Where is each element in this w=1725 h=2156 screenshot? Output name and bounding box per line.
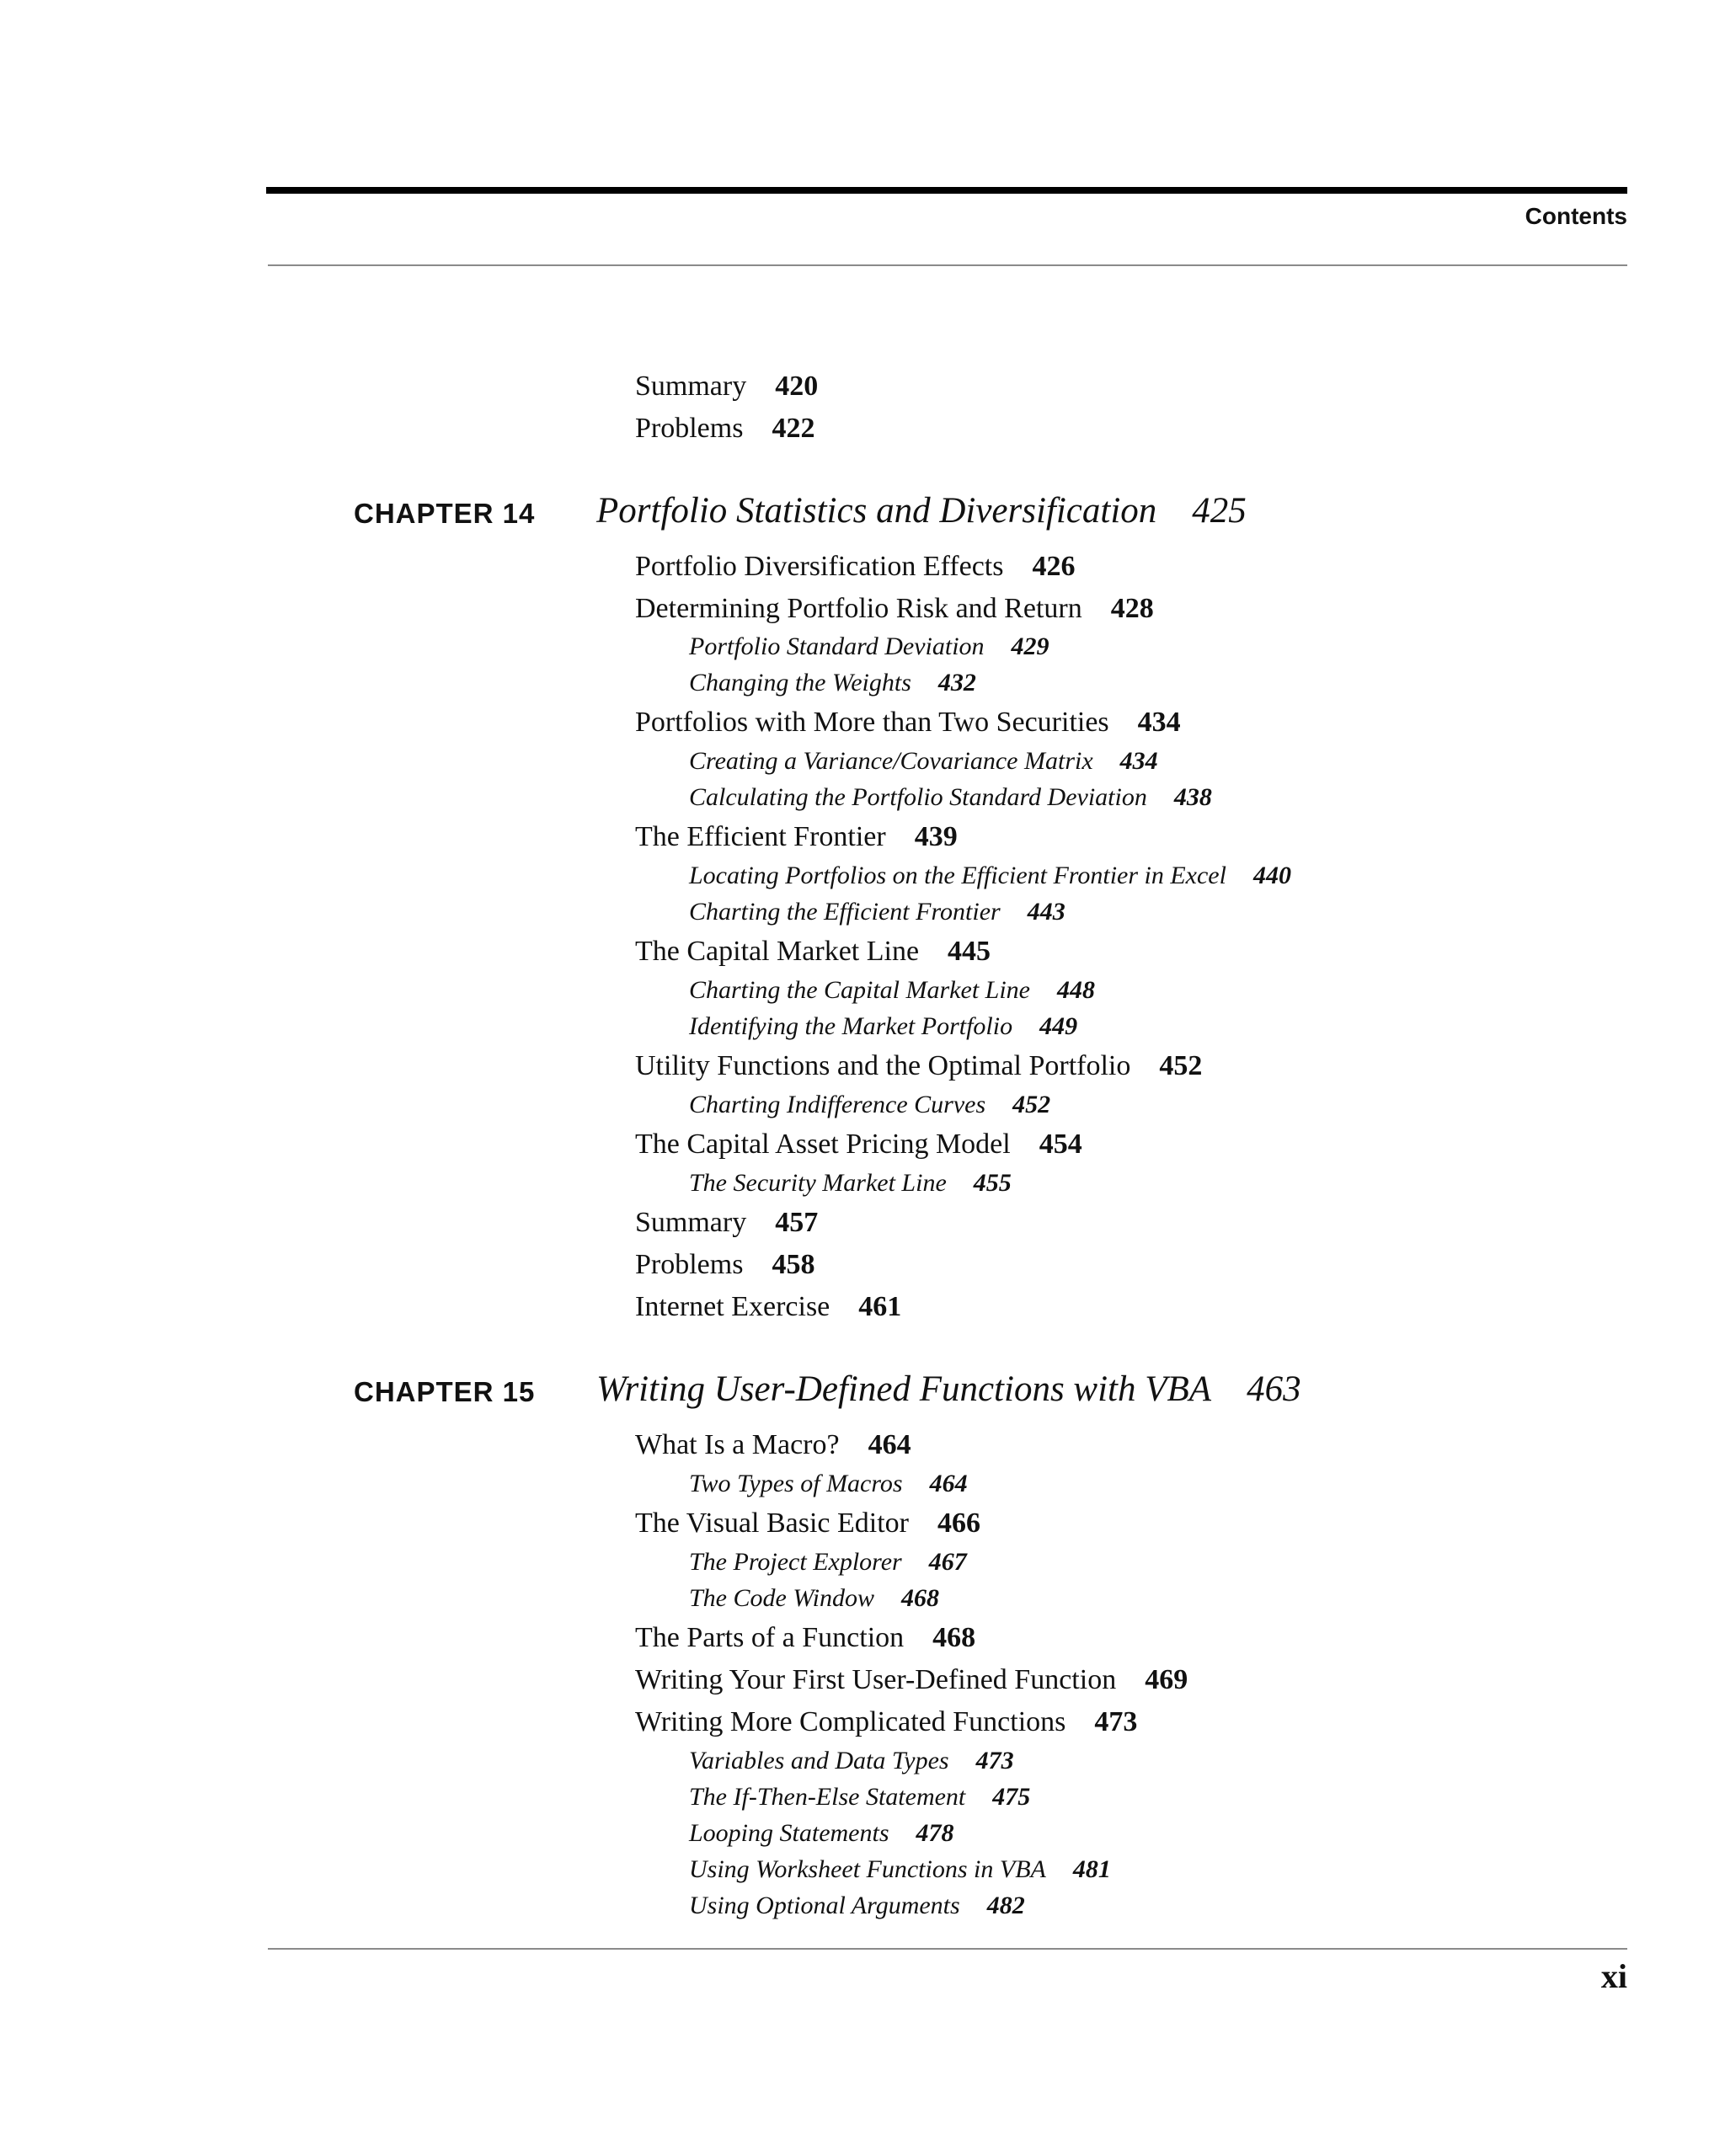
chapter-title-text: Portfolio Statistics and Diversification <box>596 491 1157 531</box>
toc-entry-page: 464 <box>868 1429 911 1460</box>
toc-entry-page: 454 <box>1039 1129 1082 1160</box>
toc-entry-title: Writing More Complicated Functions <box>635 1706 1066 1737</box>
toc-entry-page: 473 <box>975 1747 1014 1774</box>
chapter-15-label: CHAPTER 15 <box>354 1376 536 1407</box>
toc-entry-title: The Security Market Line <box>689 1169 947 1197</box>
running-header: Contents <box>1525 203 1627 229</box>
toc-entry-page: 420 <box>775 371 819 402</box>
toc-entry-page: 440 <box>1252 862 1291 889</box>
toc-entry-title: Looping Statements <box>689 1819 889 1847</box>
toc-entry-title: The Parts of a Function <box>635 1622 905 1653</box>
toc-subentry[interactable] <box>689 899 1065 925</box>
toc-entry-title: Changing the Weights <box>689 669 911 696</box>
toc-entry[interactable] <box>635 1431 911 1460</box>
toc-entry-problems-prev[interactable] <box>635 414 814 443</box>
toc-entry-page: 429 <box>1011 632 1049 660</box>
toc-subentry[interactable] <box>689 749 1158 774</box>
toc-entry-page: 481 <box>1072 1855 1111 1883</box>
toc-subentry[interactable] <box>689 863 1291 889</box>
toc-subentry[interactable] <box>689 785 1212 810</box>
chapter-15-title[interactable] <box>596 1371 1301 1407</box>
toc-subentry[interactable] <box>689 1092 1050 1118</box>
toc-subentry[interactable] <box>689 1785 1030 1810</box>
toc-entry-page: 428 <box>1110 593 1154 624</box>
toc-entry-title: Problems <box>635 1249 744 1280</box>
page-number: xi <box>1600 1957 1627 1995</box>
toc-entry-page: 464 <box>929 1470 968 1497</box>
toc-entry-page: 434 <box>1137 707 1181 738</box>
toc-subentry[interactable] <box>689 634 1049 659</box>
toc-entry[interactable] <box>635 823 958 851</box>
toc-subentry[interactable] <box>689 670 976 696</box>
chapter-page: 425 <box>1192 491 1247 531</box>
toc-entry-page: 473 <box>1094 1706 1138 1737</box>
toc-entry-title: Summary <box>635 371 747 402</box>
chapter-14-title[interactable] <box>596 493 1247 529</box>
chapter-page: 463 <box>1247 1369 1301 1409</box>
toc-subentry[interactable] <box>689 1471 968 1497</box>
toc-entry-title: Charting the Capital Market Line <box>689 976 1030 1004</box>
toc-entry-page: 443 <box>1027 898 1065 926</box>
toc-entry-title: Portfolios with More than Two Securities <box>635 707 1109 738</box>
toc-entry-page: 457 <box>775 1207 819 1238</box>
toc-subentry[interactable] <box>689 1893 1025 1919</box>
toc-entry[interactable] <box>635 1209 818 1237</box>
toc-entry-page: 448 <box>1057 976 1095 1004</box>
toc-subentry[interactable] <box>689 1821 954 1846</box>
toc-entry-title: Calculating the Portfolio Standard Deviation <box>689 783 1147 811</box>
toc-entry-page: 467 <box>928 1548 967 1576</box>
toc-entry[interactable] <box>635 595 1154 623</box>
toc-entry-title: Problems <box>635 413 744 444</box>
toc-entry-title: Portfolio Standard Deviation <box>689 632 985 660</box>
toc-entry-page: 455 <box>973 1169 1012 1197</box>
toc-entry-title: Identifying the Market Portfolio <box>689 1012 1013 1040</box>
toc-entry-page: 438 <box>1173 783 1212 811</box>
toc-entry-title: The Capital Asset Pricing Model <box>635 1129 1011 1160</box>
toc-entry[interactable] <box>635 1251 814 1279</box>
toc-entry-page: 478 <box>916 1819 954 1847</box>
toc-entry-page: 468 <box>901 1584 940 1612</box>
chapter-title-text: Writing User-Defined Functions with VBA <box>596 1369 1212 1409</box>
toc-entry-page: 458 <box>772 1249 815 1280</box>
toc-entry-title: Using Worksheet Functions in VBA <box>689 1855 1046 1883</box>
toc-entry-title: The If-Then-Else Statement <box>689 1783 966 1811</box>
toc-subentry[interactable] <box>689 1857 1111 1882</box>
toc-entry[interactable] <box>635 1052 1202 1081</box>
chapter-14-label: CHAPTER 14 <box>354 498 536 529</box>
toc-entry[interactable] <box>635 1666 1188 1694</box>
toc-entry-page: 461 <box>858 1291 902 1322</box>
toc-entry-title: The Visual Basic Editor <box>635 1508 909 1539</box>
toc-entry-page: 439 <box>914 821 958 852</box>
toc-entry-page: 445 <box>948 936 991 967</box>
toc-entry-page: 449 <box>1039 1012 1078 1040</box>
toc-entry[interactable] <box>635 1708 1137 1737</box>
toc-entry-title: The Code Window <box>689 1584 875 1612</box>
toc-entry-page: 475 <box>992 1783 1031 1811</box>
toc-entry-page: 468 <box>932 1622 976 1653</box>
toc-entry-title: Charting the Efficient Frontier <box>689 898 1001 926</box>
toc-entry-page: 466 <box>937 1508 980 1539</box>
toc-entry-title: Using Optional Arguments <box>689 1892 960 1919</box>
toc-entry-page: 452 <box>1012 1091 1051 1118</box>
toc-subentry[interactable] <box>689 1171 1012 1196</box>
toc-entry[interactable] <box>635 1293 901 1321</box>
toc-entry-page: 426 <box>1032 551 1076 582</box>
toc-entry-page: 469 <box>1145 1664 1188 1695</box>
toc-entry-title: Writing Your First User-Defined Function <box>635 1664 1117 1695</box>
toc-entry-page: 434 <box>1119 747 1158 775</box>
toc-entry-title: The Efficient Frontier <box>635 821 886 852</box>
toc-entry[interactable] <box>635 1624 975 1652</box>
toc-entry-title: Charting Indifference Curves <box>689 1091 986 1118</box>
toc-entry[interactable] <box>635 937 991 966</box>
toc-subentry[interactable] <box>689 1014 1077 1039</box>
toc-entry[interactable] <box>635 1509 980 1538</box>
toc-entry-title: Utility Functions and the Optimal Portfolio <box>635 1050 1131 1081</box>
footer-rule <box>268 1948 1627 1950</box>
toc-subentry[interactable] <box>689 1586 939 1611</box>
toc-entry[interactable] <box>635 552 1075 581</box>
toc-subentry[interactable] <box>689 1748 1014 1774</box>
toc-entry-title: Internet Exercise <box>635 1291 830 1322</box>
toc-entry-title: What Is a Macro? <box>635 1429 840 1460</box>
toc-entry-title: Locating Portfolios on the Efficient Frontier in Excel <box>689 862 1226 889</box>
toc-entry[interactable] <box>635 1130 1082 1159</box>
toc-entry-title: The Capital Market Line <box>635 936 920 967</box>
toc-entry-page: 482 <box>986 1892 1025 1919</box>
toc-entry-title: Two Types of Macros <box>689 1470 903 1497</box>
toc-entry-page: 422 <box>772 413 815 444</box>
toc-subentry[interactable] <box>689 978 1095 1003</box>
toc-entry[interactable] <box>635 708 1181 737</box>
toc-entry-title: Variables and Data Types <box>689 1747 949 1774</box>
toc-entry-page: 432 <box>937 669 976 696</box>
toc-entry-summary-prev[interactable] <box>635 372 818 401</box>
toc-entry-title: Portfolio Diversification Effects <box>635 551 1004 582</box>
toc-entry-title: The Project Explorer <box>689 1548 902 1576</box>
toc-subentry[interactable] <box>689 1550 967 1575</box>
toc-entry-title: Creating a Variance/Covariance Matrix <box>689 747 1093 775</box>
toc-entry-title: Determining Portfolio Risk and Return <box>635 593 1082 624</box>
toc-entry-title: Summary <box>635 1207 747 1238</box>
toc-entry-page: 452 <box>1159 1050 1203 1081</box>
